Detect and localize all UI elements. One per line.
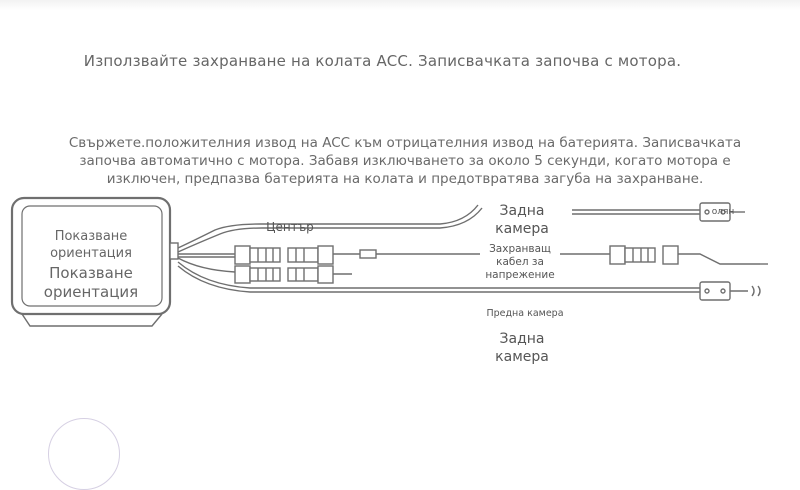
cable-rear-top <box>178 205 478 248</box>
power-fuse <box>360 250 376 258</box>
screen-label-large: Показване ориентация <box>43 264 139 301</box>
recorder-bottom-edge <box>22 314 162 326</box>
power-cable-label: Захранващ кабел за напрежение <box>482 243 558 282</box>
page-heading: Използвайте захранване на колата ACC. Записвачката започва с мотора. <box>83 52 682 70</box>
bottom-circle-decoration <box>48 418 120 490</box>
center-label: Център <box>266 220 314 234</box>
instructions-text: Свържете.положителния извод на ACC към отрицателния извод на батерията. Записвачката започва автоматично с мотора. Забавя изключването за около 5 секунди, когато мотора е изключен, предпазва батерията на колата и предотвратява загуба на захранване. <box>68 135 742 187</box>
rear-camera-label-top: Задна камера <box>495 203 549 237</box>
recorder-connector <box>170 243 178 259</box>
rear-camera-label-bottom: Задна камера <box>495 331 549 365</box>
screen-label-small: Показване ориентация <box>50 229 132 261</box>
front-camera-label: Предна камера <box>486 308 564 319</box>
rear-camera-tag: олян <box>711 207 735 217</box>
